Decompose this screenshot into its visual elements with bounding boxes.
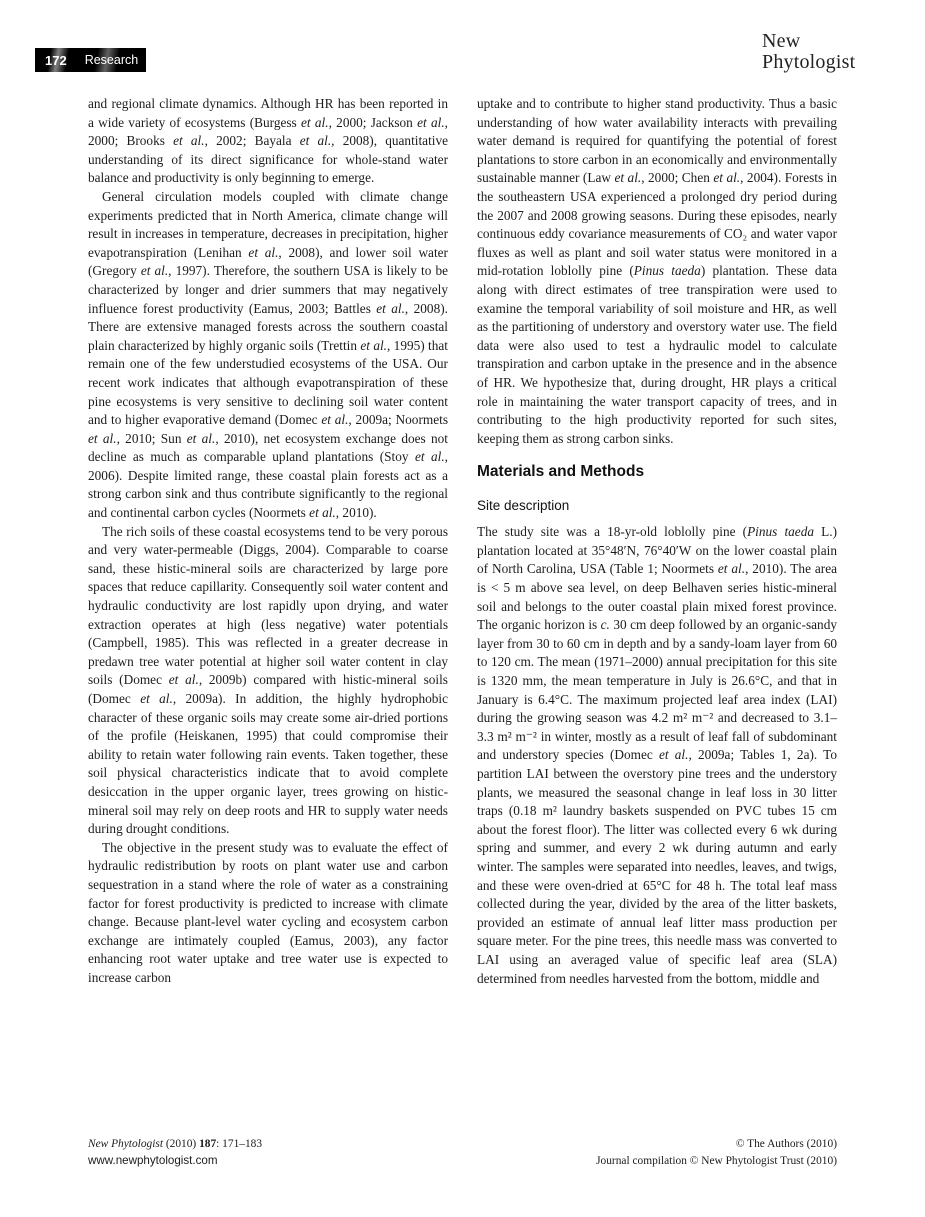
italic-text-run: et al. (299, 133, 332, 149)
page-number-badge: 172 (45, 52, 67, 68)
text-run: The study site was a 18-yr-old loblolly pine ( (477, 524, 748, 540)
research-badge (35, 48, 146, 72)
text-run: , 2000; Brooks (88, 114, 448, 149)
italic-text-run: et al. (659, 747, 689, 763)
citation-line (88, 1136, 262, 1153)
copyright-compilation: Journal compilation © New Phytologist Trust (2010) (596, 1154, 837, 1167)
paragraph (477, 95, 837, 448)
text-run: 30 cm deep followed by an organic-sandy layer from 30 to 60 cm in depth and by a sandy-loam layer from 60 to 120 cm. The mean (1971–2000) annual precipitation for this site is 1320 mm, the mean temperature in July is 26.6°C, and that in January is 6.4°C. The maximum projected leaf area index (LAI) during the growing season was 4.2 m² m⁻² and decreased to 3.1–3.3 m² m⁻² in winter, mostly as a result of leaf fall of subdominant and understory species (Domec (477, 617, 837, 763)
italic-text-run: et al. (140, 263, 169, 279)
text-run: , 2008). There are extensive managed forests across the southern coastal plain characterized by highly organic soils (Trettin (88, 300, 448, 353)
text-run: , 2010), net ecosystem exchange does not decline as much as comparable upland plantations (Stoy (88, 430, 448, 465)
italic-text-run: et al. (717, 561, 746, 577)
page-footer (88, 1136, 837, 1169)
right-column-site-description-text (477, 523, 837, 988)
logo-line-phytologist: Phytologist (762, 50, 856, 73)
paragraph (477, 523, 837, 988)
article-body (88, 95, 837, 988)
italic-text-run: et al. (140, 691, 173, 706)
paragraph (88, 839, 448, 988)
citation-year: (2010) (163, 1138, 200, 1150)
italic-text-run: et al. (376, 300, 405, 316)
logo-line-new: New (762, 30, 801, 52)
italic-text-run: et al. (88, 430, 117, 446)
copyright-authors: © The Authors (2010) (735, 1138, 837, 1150)
subsection-heading-site-description: Site description (477, 498, 570, 514)
italic-text-run: et al. (173, 133, 205, 149)
right-column (477, 95, 837, 988)
badge-section-label: Research (84, 53, 139, 67)
italic-text-run: et al. (186, 430, 216, 446)
italic-text-run: et al. (360, 337, 387, 353)
text-run: , 2004). Forests in the southeastern USA experienced a prolonged dry period during the 2007 and 2008 growing seasons. During these episodes, nearly continuous eddy covariance measurements of CO₂ and water vapor fluxes as well as plant and soil water status were monitored in a mid-rotation loblolly pine ( (477, 170, 837, 279)
text-run: , 2009a; Noormets (348, 412, 448, 428)
italic-text-run: et al. (168, 672, 199, 688)
text-run: , 1997). Therefore, the southern USA is likely to be characterized by longer and drier summers that may negatively influence forest productivity (Eamus, 2003; Battles (88, 263, 449, 316)
text-run: , 2008), quantitative understanding of its direct significance for whole-stand water balance and productivity is only beginning to emerge. (88, 133, 449, 186)
citation-pages: : 171–183 (216, 1138, 263, 1150)
text-run: , 2006). Despite limited range, these coastal plain forests act as a strong carbon sink and thus contribute significantly to the regional and continental carbon cycles (Noormets (88, 449, 448, 521)
italic-text-run: et al. (417, 114, 445, 130)
italic-text-run: et al. (321, 412, 349, 428)
text-run: and regional climate dynamics. Although HR has been reported in a wide variety of ecosystems (Burgess (88, 96, 448, 130)
text-run: , 2010). The area is < 5 m above sea level, on deep Belhaven series histic-mineral soil and belongs to the outer coastal plain mixed forest province. The organic horizon is (477, 561, 837, 633)
paragraph (88, 188, 448, 523)
italic-text-run: et al. (614, 170, 642, 186)
italic-text-run: c. (600, 617, 610, 633)
italic-text-run: et al. (713, 170, 741, 186)
text-run: ) plantation. These data along with direct estimates of tree transpiration were used to examine the temporal variability of soil moisture and HR, as well as the partitioning of understory and overstory water use. The field data were also used to test a hydraulic model to calculate transpiration and carbon uptake in the presence and in the absence of HR. We hypothesize that, during drought, HR plays a critical role in maintaining the water transport capacity of trees, and in contributing to the high productivity reported for such sites, keeping them as strong carbon sinks. (477, 263, 837, 446)
text-run: L.) plantation located at 35°48′N, 76°40′W on the lower coastal plain of North Carolina, USA (Table 1; Noormets (477, 524, 838, 577)
italic-text-run: Pinus taeda (633, 263, 701, 279)
italic-text-run: et al. (309, 505, 336, 521)
text-run: , 2002; Bayala (204, 133, 300, 149)
text-run: The objective in the present study was to evaluate the effect of hydraulic redistribution by roots on plant water use and carbon sequestration in a stand where the role of water as a constraining factor for forest productivity is predicted to increase with climate change. Because plant-level water cycling and ecosystem carbon exchange are intimately coupled (Eamus, 2003), any factor enhancing root water uptake and tree water use is expected to increase carbon (88, 839, 448, 985)
journal-logo (762, 31, 855, 72)
journal-website-url: www.newphytologist.com (88, 1153, 218, 1167)
right-column-intro (477, 95, 837, 448)
section-heading-materials-and-methods: Materials and Methods (477, 463, 645, 481)
text-run: , 1995) that remain one of the few understudied ecosystems of the USA. Our recent work indicates that although evapotranspiration of these pine ecosystems is very sensitive to declining soil water content and to higher evaporative demand (Domec (88, 337, 448, 428)
citation-volume: 187 (199, 1138, 217, 1150)
text-run: , 2000; Jackson (328, 114, 418, 130)
text-run: , 2000; Chen (641, 170, 714, 186)
italic-text-run: et al. (301, 114, 329, 130)
paragraph (88, 95, 448, 188)
italic-text-run: et al. (414, 449, 445, 465)
text-run: , 2010). (335, 505, 377, 521)
text-run: General circulation models coupled with climate change experiments predicted that in North America, climate change will result in increases in temperature, decreases in precipitation, higher evapotranspiration (Lenihan (88, 188, 448, 260)
italic-text-run: Pinus taeda (747, 524, 815, 540)
footer-copyright-block (596, 1136, 837, 1169)
text-run: , 2008), and lower soil water (Gregory (88, 244, 448, 279)
text-run: The rich soils of these coastal ecosystems tend to be very porous and very water-permeable (Diggs, 2004). Comparable to coarse sand, these histic-mineral soils are characterized by large pore spaces that reduce capillarity. Consequently soil water content and hydraulic conductivity are lost rapidly upon drying, and water extraction operates at high (less negative) water potentials (Campbell, 1985). This was reflected in a greater decrease in predawn tree water potential at higher soil water content in clay soils (Domec (88, 523, 448, 688)
text-run: , 2009b) compared with histic-mineral soils (Domec (88, 672, 448, 706)
citation-journal-name: New Phytologist (88, 1138, 163, 1150)
italic-text-run: et al. (248, 244, 279, 260)
left-column (88, 95, 448, 988)
text-run: uptake and to contribute to higher stand productivity. Thus a basic understanding of how water availability interacts with prevailing water demand is required for quantifying the potential of forest plantations to store carbon in an economically and environmentally sustainable manner (Law (477, 96, 837, 186)
text-run: , 2010; Sun (116, 430, 187, 446)
text-run: , 2009a). In addition, the highly hydrophobic character of these organic soils may create some air-dried portions of the profile (Heiskanen, 1995) that could compromise their ability to retain water following rain events. Taken together, these soil physical characteristics indicate that to avoid complete desiccation in the upper organic layer, trees growing on histic-mineral soil may rely on deep roots and HR to supply water needs during drought conditions. (88, 691, 449, 837)
paragraph (88, 523, 448, 839)
text-run: , 2009a; Tables 1, 2a). To partition LAI between the overstory pine trees and the understory plants, we measured the seasonal change in leaf loss in 30 litter traps (0.18 m² laundry baskets suspended on PVC tubes 15 cm about the forest floor). The litter was collected every 6 wk during spring and summer, and every 2 wk during autumn and early winter. The samples were separated into needles, leaves, and twigs, and these were oven-dried at 65°C for 48 h. The total leaf mass collected during the year, divided by the area of the litter baskets, provided an estimate of annual leaf litter mass production per square meter. For the pine trees, this needle mass was converted to LAI using an averaged value of specific leaf area (SLA) determined from needles harvested from the bottom, middle and (477, 747, 837, 986)
footer-citation-block (88, 1136, 262, 1169)
